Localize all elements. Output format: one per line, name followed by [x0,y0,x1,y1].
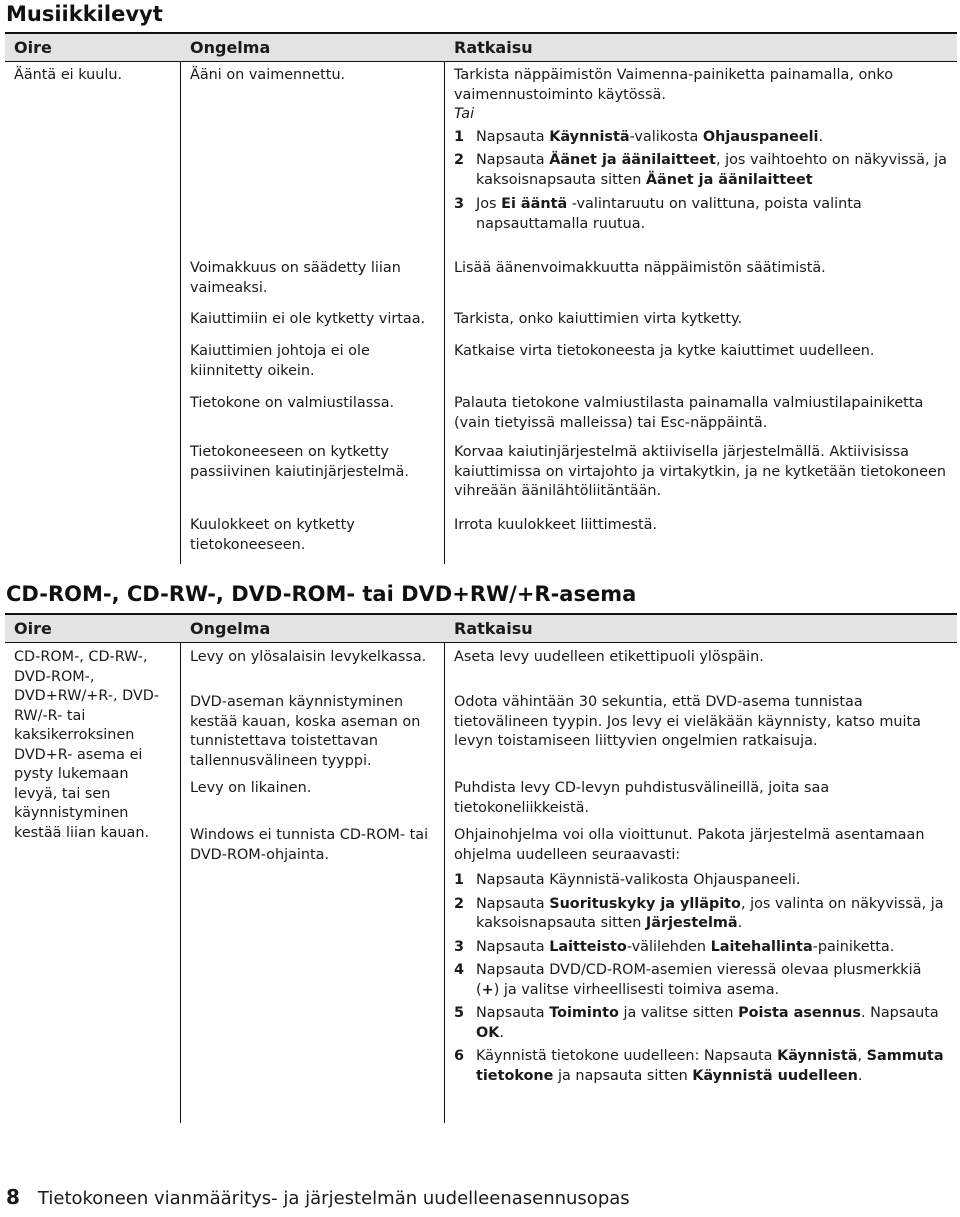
column-divider [444,62,445,564]
problem-cell: DVD-aseman käynnistyminen kestää kauan, koska aseman on tunnistettava toistettavan tallennusvälineen tyyppi. [190,694,421,769]
problem-cell: Tietokoneeseen on kytketty passiivinen kaiutinjärjestelmä. [190,444,409,480]
problem-cell: Tietokone on valmiustilassa. [190,395,395,411]
problem-cell: Levy on likainen. [190,780,312,796]
table-header [5,613,957,643]
problem-cell: Voimakkuus on säädetty liian vaimeaksi. [190,260,401,296]
step-item: 2 Napsauta Äänet ja äänilaitteet, jos vaihtoehto on näkyvissä, ja kaksoisnapsauta sitten Äänet ja äänilaitteet [454,152,947,188]
solution-intro: Tarkista näppäimistön Vaimenna-painiketta painamalla, onko vaimennustoiminto käytössä. [454,67,894,103]
problem-cell: Windows ei tunnista CD-ROM- tai DVD-ROM-ohjainta. [190,827,429,863]
or-label: Tai [454,106,475,122]
solution-cell: Lisää äänenvoimakkuutta näppäimistön säätimistä. [454,260,826,276]
problem-cell: Kaiuttimiin ei ole kytketty virtaa. [190,311,426,327]
solution-cell: Palauta tietokone valmiustilasta painamalla valmiustilapainiketta (vain tietyissä malleissa) tai Esc-näppäintä. [454,395,924,431]
page-number: 8 [6,1185,20,1209]
solution-cell: Katkaise virta tietokoneesta ja kytke kaiuttimet uudelleen. [454,343,875,359]
table-header [5,32,957,62]
solution-cell: Puhdista levy CD-levyn puhdistusvälineillä, joita saa tietokoneliikkeistä. [454,780,830,816]
symptom-cell: Ääntä ei kuulu. [14,67,123,83]
table-drives [5,613,957,1123]
solution-cell: Irrota kuulokkeet liittimestä. [454,517,658,533]
step-item: 3 Napsauta Laitteisto-välilehden Laitehallinta-painiketta. [454,938,895,955]
header-ongelma: Ongelma [190,38,271,57]
symptom-cell: CD-ROM-, CD-RW-, DVD-ROM-, DVD+RW/+R-, DVD-RW/-R- tai kaksikerroksinen DVD+R- asema ei pysty lukemaan levyä, tai sen käynnistyminen kestää liian kauan. [14,649,160,841]
problem-cell: Kuulokkeet on kytketty tietokoneeseen. [190,517,355,553]
page-footer [6,1186,630,1210]
step-item: 2 Napsauta Suorituskyky ja ylläpito, jos valinta on näkyvissä, ja kaksoisnapsauta sitten Järjestelmä. [454,895,944,931]
header-oire: Oire [14,619,52,638]
step-item: 1 Napsauta Käynnistä-valikosta Ohjauspaneeli. [454,128,824,145]
header-ratkaisu: Ratkaisu [454,619,533,638]
solution-cell: Odota vähintään 30 sekuntia, että DVD-asema tunnistaa tietovälineen tyypin. Jos levy ei vieläkään käynnisty, katso muita levyn toistamiseen liittyvien ongelmien ratkaisuja. [454,694,921,749]
step-item: 1 Napsauta Käynnistä-valikosta Ohjauspaneeli. [454,872,801,888]
header-oire: Oire [14,38,52,57]
solution-cell: Aseta levy uudelleen etikettipuoli ylöspäin. [454,649,764,665]
problem-cell: Levy on ylösalaisin levykelkassa. [190,649,427,665]
column-divider [444,643,445,1123]
solution-cell: Korvaa kaiutinjärjestelmä aktiivisella järjestelmällä. Aktiivisissa kaiuttimissa on virtajohto ja virtakytkin, ja ne kytketään tietokoneen vihreään äänilähtöliitäntään. [454,444,946,499]
step-item: 3 Jos Ei ääntä -valintaruutu on valittuna, poista valinta napsauttamalla ruutua. [454,196,862,232]
solution-intro: Ohjainohjelma voi olla vioittunut. Pakota järjestelmä asentamaan ohjelma uudelleen seuraavasti: [454,827,925,863]
solution-cell [454,826,949,1086]
table-musiikkilevyt [5,32,957,564]
section-title-drives: CD-ROM-, CD-RW-, DVD-ROM- tai DVD+RW/+R-asema [6,582,637,606]
step-item: 6 Käynnistä tietokone uudelleen: Napsauta Käynnistä, Sammuta tietokone ja napsauta sitten Käynnistä uudelleen. [454,1048,944,1084]
solution-cell: Tarkista, onko kaiuttimien virta kytketty. [454,311,743,327]
solution-cell [454,66,949,234]
footer-text: Tietokoneen vianmääritys- ja järjestelmän uudelleenasennusopas [37,1188,630,1209]
step-item: 5 Napsauta Toiminto ja valitse sitten Poista asennus. Napsauta OK. [454,1005,939,1041]
problem-cell: Ääni on vaimennettu. [190,67,346,83]
header-ongelma: Ongelma [190,619,271,638]
section-title-musiikkilevyt: Musiikkilevyt [6,2,163,26]
column-divider [180,62,181,564]
step-item: 4 Napsauta DVD/CD-ROM-asemien vieressä olevaa plusmerkkiä (+) ja valitse virheellisesti toimiva asema. [454,962,922,998]
column-divider [180,643,181,1123]
header-ratkaisu: Ratkaisu [454,38,533,57]
problem-cell: Kaiuttimien johtoja ei ole kiinnitetty oikein. [190,343,370,379]
